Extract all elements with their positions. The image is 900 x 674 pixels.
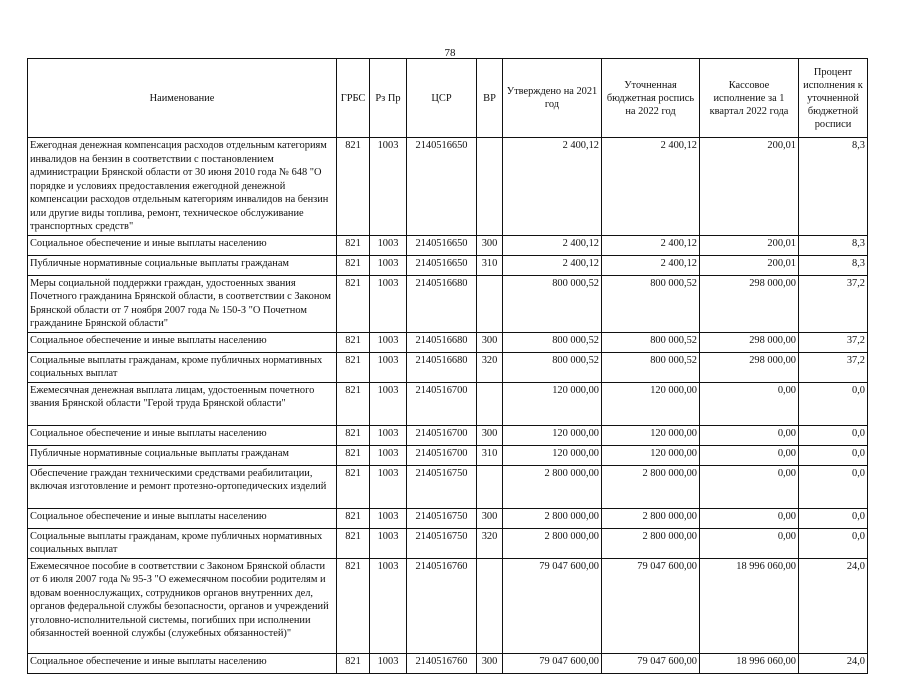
cell-cash: 0,00 [700, 528, 799, 558]
cell-refined: 120 000,00 [602, 382, 700, 425]
header-vr: ВР [477, 59, 503, 138]
cell-csr: 2140516650 [407, 138, 477, 236]
cell-name: Социальные выплаты гражданам, кроме публичных нормативных социальных выплат [28, 528, 337, 558]
cell-rzpr: 1003 [370, 275, 407, 332]
cell-vr: 310 [477, 445, 503, 465]
page-number: 78 [444, 47, 456, 59]
cell-cash: 18 996 060,00 [700, 653, 799, 673]
cell-percent: 8,3 [799, 138, 868, 236]
cell-percent: 37,2 [799, 275, 868, 332]
cell-name: Ежемесячная денежная выплата лицам, удостоенным почетного звания Брянской области "Герой труда Брянской области" [28, 382, 337, 425]
cell-percent: 0,0 [799, 382, 868, 425]
cell-cash: 0,00 [700, 445, 799, 465]
table-row [28, 425, 868, 445]
table-row [28, 332, 868, 352]
cell-vr: 320 [477, 528, 503, 558]
cell-cash: 200,01 [700, 235, 799, 255]
cell-refined: 2 800 000,00 [602, 465, 700, 508]
cell-name: Обеспечение граждан техническими средствами реабилитации, включая изготовление и ремонт протезно-ортопедических изделий [28, 465, 337, 508]
cell-grbs: 821 [337, 382, 370, 425]
cell-csr: 2140516760 [407, 558, 477, 653]
cell-name: Публичные нормативные социальные выплаты гражданам [28, 255, 337, 275]
table-row [28, 445, 868, 465]
cell-name: Социальное обеспечение и иные выплаты населению [28, 332, 337, 352]
cell-refined: 800 000,52 [602, 352, 700, 382]
cell-rzpr: 1003 [370, 332, 407, 352]
cell-grbs: 821 [337, 508, 370, 528]
cell-approved: 2 800 000,00 [503, 465, 602, 508]
table-row [28, 508, 868, 528]
cell-vr [477, 138, 503, 236]
cell-percent: 0,0 [799, 445, 868, 465]
cell-csr: 2140516760 [407, 653, 477, 673]
cell-approved: 120 000,00 [503, 382, 602, 425]
cell-name: Ежегодная денежная компенсация расходов отдельным категориям инвалидов на бензин в соответствии с постановлением администрации Брянской области от 30 июня 2010 года № 648 "О порядке и условиях предоставления ежегодной денежной компенсации расходов отдельным категориям инвалидов на бензин или другие виды топлива, ремонт, техническое обслуживание транспортных средств" [28, 138, 337, 236]
cell-csr: 2140516650 [407, 255, 477, 275]
cell-name: Социальное обеспечение и иные выплаты населению [28, 508, 337, 528]
cell-rzpr: 1003 [370, 653, 407, 673]
cell-name: Социальное обеспечение и иные выплаты населению [28, 235, 337, 255]
cell-refined: 79 047 600,00 [602, 558, 700, 653]
cell-percent: 0,0 [799, 425, 868, 445]
cell-vr: 300 [477, 508, 503, 528]
cell-grbs: 821 [337, 653, 370, 673]
cell-csr: 2140516700 [407, 425, 477, 445]
cell-approved: 2 400,12 [503, 138, 602, 236]
cell-rzpr: 1003 [370, 465, 407, 508]
cell-csr: 2140516750 [407, 508, 477, 528]
cell-vr [477, 558, 503, 653]
cell-csr: 2140516750 [407, 465, 477, 508]
cell-percent: 0,0 [799, 508, 868, 528]
cell-csr: 2140516700 [407, 445, 477, 465]
cell-csr: 2140516650 [407, 235, 477, 255]
cell-percent: 8,3 [799, 255, 868, 275]
cell-approved: 2 800 000,00 [503, 528, 602, 558]
cell-grbs: 821 [337, 275, 370, 332]
cell-cash: 298 000,00 [700, 275, 799, 332]
cell-grbs: 821 [337, 352, 370, 382]
table-row [28, 558, 868, 653]
cell-approved: 800 000,52 [503, 332, 602, 352]
cell-refined: 120 000,00 [602, 425, 700, 445]
cell-vr: 320 [477, 352, 503, 382]
cell-refined: 2 400,12 [602, 235, 700, 255]
cell-rzpr: 1003 [370, 235, 407, 255]
cell-refined: 800 000,52 [602, 275, 700, 332]
cell-cash: 0,00 [700, 382, 799, 425]
cell-refined: 800 000,52 [602, 332, 700, 352]
cell-grbs: 821 [337, 332, 370, 352]
header-grbs: ГРБС [337, 59, 370, 138]
cell-approved: 120 000,00 [503, 445, 602, 465]
cell-cash: 200,01 [700, 255, 799, 275]
cell-percent: 24,0 [799, 653, 868, 673]
cell-approved: 2 800 000,00 [503, 508, 602, 528]
cell-percent: 8,3 [799, 235, 868, 255]
cell-csr: 2140516700 [407, 382, 477, 425]
cell-refined: 2 400,12 [602, 255, 700, 275]
cell-cash: 0,00 [700, 508, 799, 528]
header-name: Наименование [28, 59, 337, 138]
cell-rzpr: 1003 [370, 138, 407, 236]
cell-grbs: 821 [337, 465, 370, 508]
budget-table [27, 58, 868, 674]
header-rzpr: Рз Пр [370, 59, 407, 138]
cell-approved: 79 047 600,00 [503, 653, 602, 673]
table-row [28, 352, 868, 382]
header-csr: ЦСР [407, 59, 477, 138]
table-row [28, 653, 868, 673]
cell-name: Ежемесячное пособие в соответствии с Законом Брянской области от 6 июля 2007 года № 95-З "О ежемесячном пособии родителям и вдовам военнослужащих, сотрудников органов внутренних дел, органов федеральной службы безопасности, органов и учреждений уголовно-исполнительной системы, погибших при исполнении обязанностей военной службы (служебных обязанностей)" [28, 558, 337, 653]
cell-percent: 37,2 [799, 332, 868, 352]
cell-name: Публичные нормативные социальные выплаты гражданам [28, 445, 337, 465]
cell-vr [477, 275, 503, 332]
table-row [28, 465, 868, 508]
table-header-row [28, 59, 868, 138]
cell-cash: 298 000,00 [700, 352, 799, 382]
cell-grbs: 821 [337, 528, 370, 558]
header-percent: Процент исполнения к уточненной бюджетной росписи [799, 59, 868, 138]
cell-name: Социальное обеспечение и иные выплаты населению [28, 653, 337, 673]
cell-rzpr: 1003 [370, 528, 407, 558]
cell-percent: 0,0 [799, 465, 868, 508]
cell-grbs: 821 [337, 445, 370, 465]
cell-cash: 200,01 [700, 138, 799, 236]
cell-vr [477, 465, 503, 508]
table-row [28, 235, 868, 255]
cell-grbs: 821 [337, 138, 370, 236]
cell-name: Социальные выплаты гражданам, кроме публичных нормативных социальных выплат [28, 352, 337, 382]
table-row [28, 255, 868, 275]
cell-percent: 0,0 [799, 528, 868, 558]
header-approved: Утверждено на 2021 год [503, 59, 602, 138]
table-row [28, 528, 868, 558]
table-row [28, 275, 868, 332]
cell-csr: 2140516750 [407, 528, 477, 558]
cell-grbs: 821 [337, 425, 370, 445]
cell-csr: 2140516680 [407, 352, 477, 382]
cell-approved: 800 000,52 [503, 352, 602, 382]
cell-percent: 24,0 [799, 558, 868, 653]
header-refined: Уточненная бюджетная роспись на 2022 год [602, 59, 700, 138]
cell-vr [477, 382, 503, 425]
cell-approved: 2 400,12 [503, 235, 602, 255]
cell-rzpr: 1003 [370, 508, 407, 528]
cell-percent: 37,2 [799, 352, 868, 382]
cell-rzpr: 1003 [370, 558, 407, 653]
cell-cash: 0,00 [700, 425, 799, 445]
cell-vr: 300 [477, 653, 503, 673]
cell-approved: 120 000,00 [503, 425, 602, 445]
cell-grbs: 821 [337, 255, 370, 275]
cell-vr: 310 [477, 255, 503, 275]
cell-csr: 2140516680 [407, 332, 477, 352]
cell-name: Меры социальной поддержки граждан, удостоенных звания Почетного гражданина Брянской области, в соответствии с Законом Брянской области от 7 ноября 2007 года № 150-З "О Почетном гражданине Брянской области" [28, 275, 337, 332]
cell-csr: 2140516680 [407, 275, 477, 332]
cell-cash: 298 000,00 [700, 332, 799, 352]
cell-cash: 0,00 [700, 465, 799, 508]
cell-grbs: 821 [337, 235, 370, 255]
cell-refined: 120 000,00 [602, 445, 700, 465]
cell-rzpr: 1003 [370, 255, 407, 275]
cell-vr: 300 [477, 235, 503, 255]
cell-refined: 2 800 000,00 [602, 528, 700, 558]
cell-vr: 300 [477, 425, 503, 445]
cell-approved: 2 400,12 [503, 255, 602, 275]
cell-refined: 2 800 000,00 [602, 508, 700, 528]
cell-refined: 2 400,12 [602, 138, 700, 236]
cell-rzpr: 1003 [370, 352, 407, 382]
cell-name: Социальное обеспечение и иные выплаты населению [28, 425, 337, 445]
cell-approved: 800 000,52 [503, 275, 602, 332]
cell-cash: 18 996 060,00 [700, 558, 799, 653]
header-cash: Кассовое исполнение за 1 квартал 2022 года [700, 59, 799, 138]
cell-refined: 79 047 600,00 [602, 653, 700, 673]
table-row [28, 138, 868, 236]
table-row [28, 382, 868, 425]
cell-approved: 79 047 600,00 [503, 558, 602, 653]
cell-vr: 300 [477, 332, 503, 352]
cell-rzpr: 1003 [370, 445, 407, 465]
cell-grbs: 821 [337, 558, 370, 653]
cell-rzpr: 1003 [370, 425, 407, 445]
cell-rzpr: 1003 [370, 382, 407, 425]
